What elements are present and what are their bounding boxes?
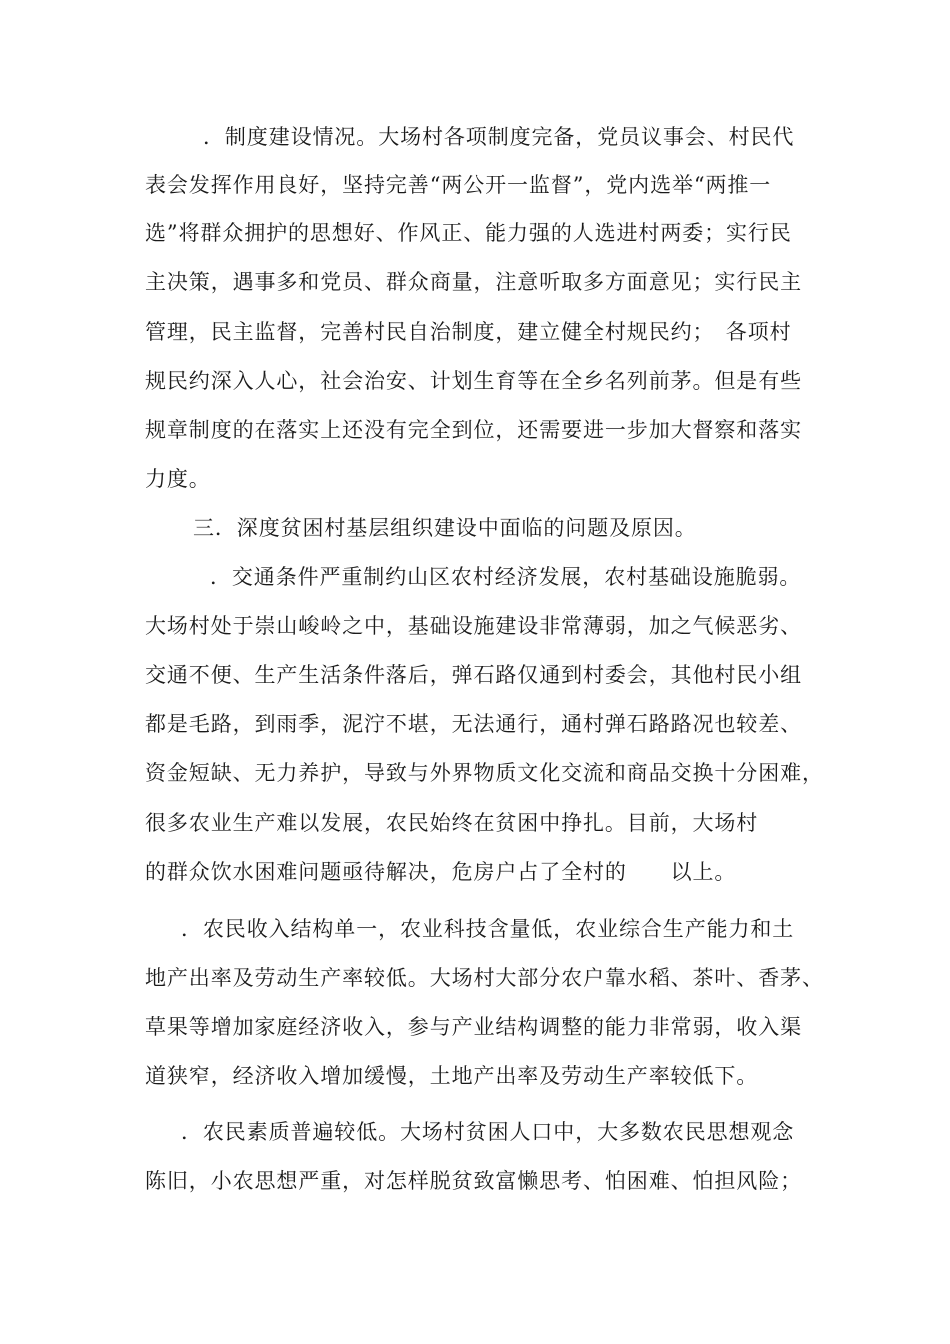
- paragraph-1-line-1: ．制度建设情况。大场村各项制度完备，党员议事会、村民代: [203, 125, 795, 149]
- paragraph-1-line-6: 规民约深入人心，社会治安、计划生育等在全乡名列前茅。但是有些: [145, 369, 802, 393]
- section-heading: 三．深度贫困村基层组织建设中面临的问题及原因。: [193, 516, 697, 540]
- paragraph-1-line-8: 力度。: [145, 467, 211, 491]
- paragraph-1-line-4: 主决策，遇事多和党员、群众商量，注意听取多方面意见；实行民主: [145, 270, 802, 294]
- paragraph-2-line-7: 的群众饮水困难问题亟待解决，危房户占了全村的 以上。: [145, 860, 737, 884]
- paragraph-4-line-2: 陈旧，小农思想严重，对怎样脱贫致富懒思考、怕困难、怕担风险；: [145, 1169, 802, 1193]
- paragraph-2-line-6: 很多农业生产难以发展，农民始终在贫困中挣扎。目前，大场村: [145, 811, 759, 835]
- paragraph-1-line-7: 规章制度的在落实上还没有完全到位，还需要进一步加大督察和落实: [145, 418, 802, 442]
- paragraph-2-line-3: 交通不便、生产生活条件落后，弹石路仅通到村委会，其他村民小组: [145, 663, 802, 687]
- paragraph-2-line-1: ．交通条件严重制约山区农村经济发展，农村基础设施脆弱。: [210, 565, 802, 589]
- paragraph-1-line-3: 选”将群众拥护的思想好、作风正、能力强的人选进村两委；实行民: [145, 221, 792, 245]
- paragraph-2-line-4: 都是毛路，到雨季，泥泞不堪，无法通行，通村弹石路路况也较差、: [145, 712, 802, 736]
- paragraph-4-line-1: ．农民素质普遍较低。大场村贫困人口中，大多数农民思想观念: [181, 1120, 795, 1144]
- paragraph-2-line-2: 大场村处于崇山峻岭之中，基础设施建设非常薄弱，加之气候恶劣、: [145, 614, 802, 638]
- paragraph-3-line-3: 草果等增加家庭经济收入，参与产业结构调整的能力非常弱，收入渠: [145, 1015, 802, 1039]
- paragraph-3-line-2: 地产出率及劳动生产率较低。大场村大部分农户靠水稻、茶叶、香茅、: [145, 966, 824, 990]
- paragraph-1-line-2: 表会发挥作用良好，坚持完善“两公开一监督”，党内选举“两推一: [145, 173, 772, 197]
- paragraph-2-line-5: 资金短缺、无力养护，导致与外界物质文化交流和商品交换十分困难，: [145, 761, 824, 785]
- paragraph-1-line-5: 管理，民主监督，完善村民自治制度，建立健全村规民约； 各项村: [145, 320, 792, 344]
- paragraph-3-line-4: 道狭窄，经济收入增加缓慢，土地产出率及劳动生产率较低下。: [145, 1064, 759, 1088]
- paragraph-3-line-1: ．农民收入结构单一，农业科技含量低，农业综合生产能力和土: [181, 917, 795, 941]
